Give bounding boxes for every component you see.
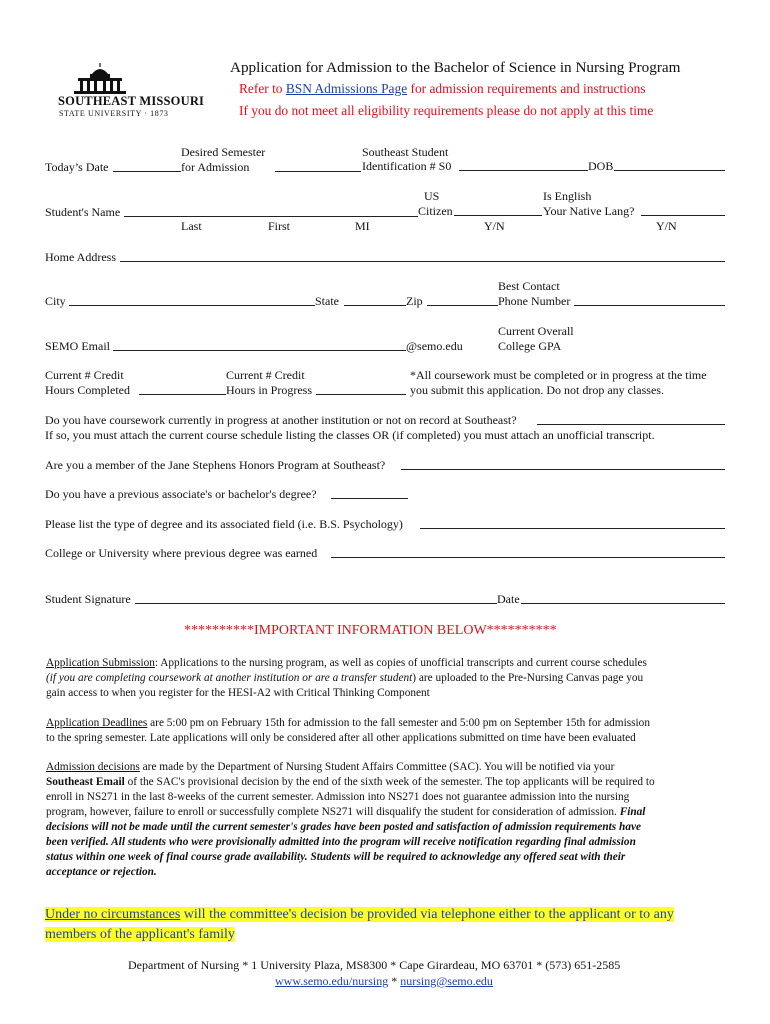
semo-email-label: SEMO Email [45,339,110,353]
gpa-label: Current Overall [498,324,574,338]
decisions-text-3: enroll in NS271 in the last 8-weeks of the current semester. Admission into NS271 does not guarantee admission into the nursing [46,791,630,803]
eligibility-warning: If you do not meet all eligibility requirements please do not apply at this time [239,103,654,118]
us-citizen-label: US [424,189,440,203]
us-citizen-label-2: Citizen [418,204,453,218]
refer-line [239,81,646,97]
city-field[interactable] [69,305,315,306]
semo-email-suffix: @semo.edu [406,339,463,353]
english-label-2: Your Native Lang? [543,204,635,218]
desired-semester-label-2: for Admission [181,160,250,174]
previous-degree-field[interactable] [331,498,408,499]
decisions-text-5: decisions will not be made until the current semester's grades have been posted and satisfaction of admission requirements have [46,821,641,833]
other-institution-note: If so, you must attach the current course schedule listing the classes OR (if completed) you must attach an unofficial transcript. [45,428,655,442]
signature-field[interactable] [135,603,497,604]
date-label: Date [497,592,520,606]
decisions-heading: Admission decisions [46,761,140,773]
dob-label: DOB [588,159,614,173]
desired-semester-label: Desired Semester [181,145,266,159]
submission-paragraph [46,656,726,701]
dob-field[interactable] [614,170,725,171]
deadlines-text-2: to the spring semester. Late applications will only be considered after all other applications submitted on time have been evaluated [46,732,636,744]
phone-label: Phone Number [498,294,571,308]
credit-completed-label-2: Hours Completed [45,383,130,397]
city-label: City [45,294,66,308]
other-institution-question: Do you have coursework currently in progress at another institution or not on record at Southeast? [45,413,517,427]
gpa-label-2: College GPA [498,339,562,353]
southeast-email-bold: Southeast Email [46,776,125,788]
home-address-label: Home Address [45,250,116,264]
coursework-note: *All coursework must be completed or in progress at the time [410,368,707,382]
decisions-text-1: are made by the Department of Nursing Student Affairs Committee (SAC). You will be notified via your [139,761,615,773]
native-language-field[interactable] [641,215,725,216]
phone-field[interactable] [574,305,725,306]
final-bold-italic: Final [619,806,646,818]
credit-progress-label-2: Hours in Progress [226,383,312,397]
university-logo [58,62,205,122]
footer-links [275,974,493,989]
decisions-text-8: acceptance or rejection. [46,866,157,878]
submission-text-2: ) are uploaded to the Pre-Nursing Canvas page you [412,672,644,684]
last-name-caption: Last [181,219,202,233]
decisions-text-7: status within one week of final course grade availability. Students will be required to acknowledge any offered seat with their [46,851,626,863]
refer-suffix: for admission requirements and instructions [407,81,646,96]
notice-underlined: Under no circumstances [45,907,181,922]
telephone-notice [45,905,674,945]
submission-text-3: gain access to when you register for the HESI-A2 with Critical Thinking Component [46,687,430,699]
credit-progress-label: Current # Credit [226,368,305,382]
previous-degree-question: Do you have a previous associate's or bachelor's degree? [45,487,317,501]
footer-address: Department of Nursing * 1 University Plaza, MS8300 * Cape Girardeau, MO 63701 * (573) 651-2585 [128,958,621,972]
student-id-field[interactable] [459,170,588,171]
coursework-note-2: you submit this application. Do not drop any classes. [410,383,664,397]
notice-text-1: will the committee's decision be provided via telephone either to the applicant or to any [180,907,674,922]
credit-completed-field[interactable] [139,394,226,395]
zip-field[interactable] [427,305,498,306]
decisions-text-4: program, however, failure to enroll or successfully complete NS271 will disqualify the student for consideration of admission. [46,806,620,818]
student-name-field[interactable] [124,216,418,217]
credit-completed-label: Current # Credit [45,368,124,382]
academic-hall-icon [70,62,130,94]
submission-text-1: : Applications to the nursing program, as well as copies of unofficial transcripts and current course schedules [154,657,647,669]
logo-subtitle: STATE UNIVERSITY · 1873 [59,109,169,118]
degree-type-question: Please list the type of degree and its associated field (i.e. B.S. Psychology) [45,517,403,531]
todays-date-label: Today’s Date [45,160,109,174]
other-institution-field[interactable] [537,424,725,425]
important-banner: **********IMPORTANT INFORMATION BELOW********** [184,623,557,638]
credit-progress-field[interactable] [316,394,406,395]
deadlines-paragraph [46,716,726,746]
todays-date-field[interactable] [113,171,181,172]
submission-italic: (if you are completing coursework at another institution or are a transfer student [46,672,413,684]
refer-prefix: Refer to [239,81,286,96]
logo-name: SOUTHEAST MISSOURI [58,94,205,108]
nursing-website-link[interactable]: www.semo.edu/nursing [275,974,389,988]
student-id-label-2: Identification # S0 [362,159,452,173]
signature-label: Student Signature [45,592,131,606]
best-contact-label: Best Contact [498,279,560,293]
honors-field[interactable] [401,469,725,470]
college-field[interactable] [331,557,725,558]
nursing-email-link[interactable]: nursing@semo.edu [400,974,493,988]
degree-type-field[interactable] [420,528,725,529]
semo-email-field[interactable] [113,350,406,351]
student-name-label: Student's Name [45,205,121,219]
submission-heading: Application Submission [46,657,155,669]
state-field[interactable] [344,305,406,306]
decisions-paragraph [46,760,726,880]
decisions-text-6: been verified. All students who were provisionally admitted into the program will receive notification regarding final admission [46,836,636,848]
citizen-yn-caption: Y/N [484,219,505,233]
footer-separator: * [388,974,401,988]
page-title: Application for Admission to the Bachelor of Science in Nursing Program [230,59,681,76]
desired-semester-field[interactable] [275,171,361,172]
zip-label: Zip [406,294,423,308]
bsn-admissions-link[interactable]: BSN Admissions Page [285,81,408,96]
signature-date-field[interactable] [521,603,725,604]
notice-text-2: members of the applicant's family [45,927,235,942]
deadlines-heading: Application Deadlines [46,717,148,729]
english-yn-caption: Y/N [656,219,677,233]
state-label: State [315,294,339,308]
decisions-text-2: of the SAC's provisional decision by the end of the sixth week of the semester. The top applicants will be required to [124,776,655,788]
us-citizen-field[interactable] [454,215,542,216]
first-name-caption: First [268,219,291,233]
home-address-field[interactable] [120,261,725,262]
student-id-label: Southeast Student [362,145,449,159]
middle-initial-caption: MI [355,219,370,233]
honors-question: Are you a member of the Jane Stephens Honors Program at Southeast? [45,458,386,472]
deadlines-text-1: are 5:00 pm on February 15th for admission to the fall semester and 5:00 pm on September 15th for admission [147,717,650,729]
college-question: College or University where previous degree was earned [45,546,318,560]
english-label: Is English [543,189,592,203]
